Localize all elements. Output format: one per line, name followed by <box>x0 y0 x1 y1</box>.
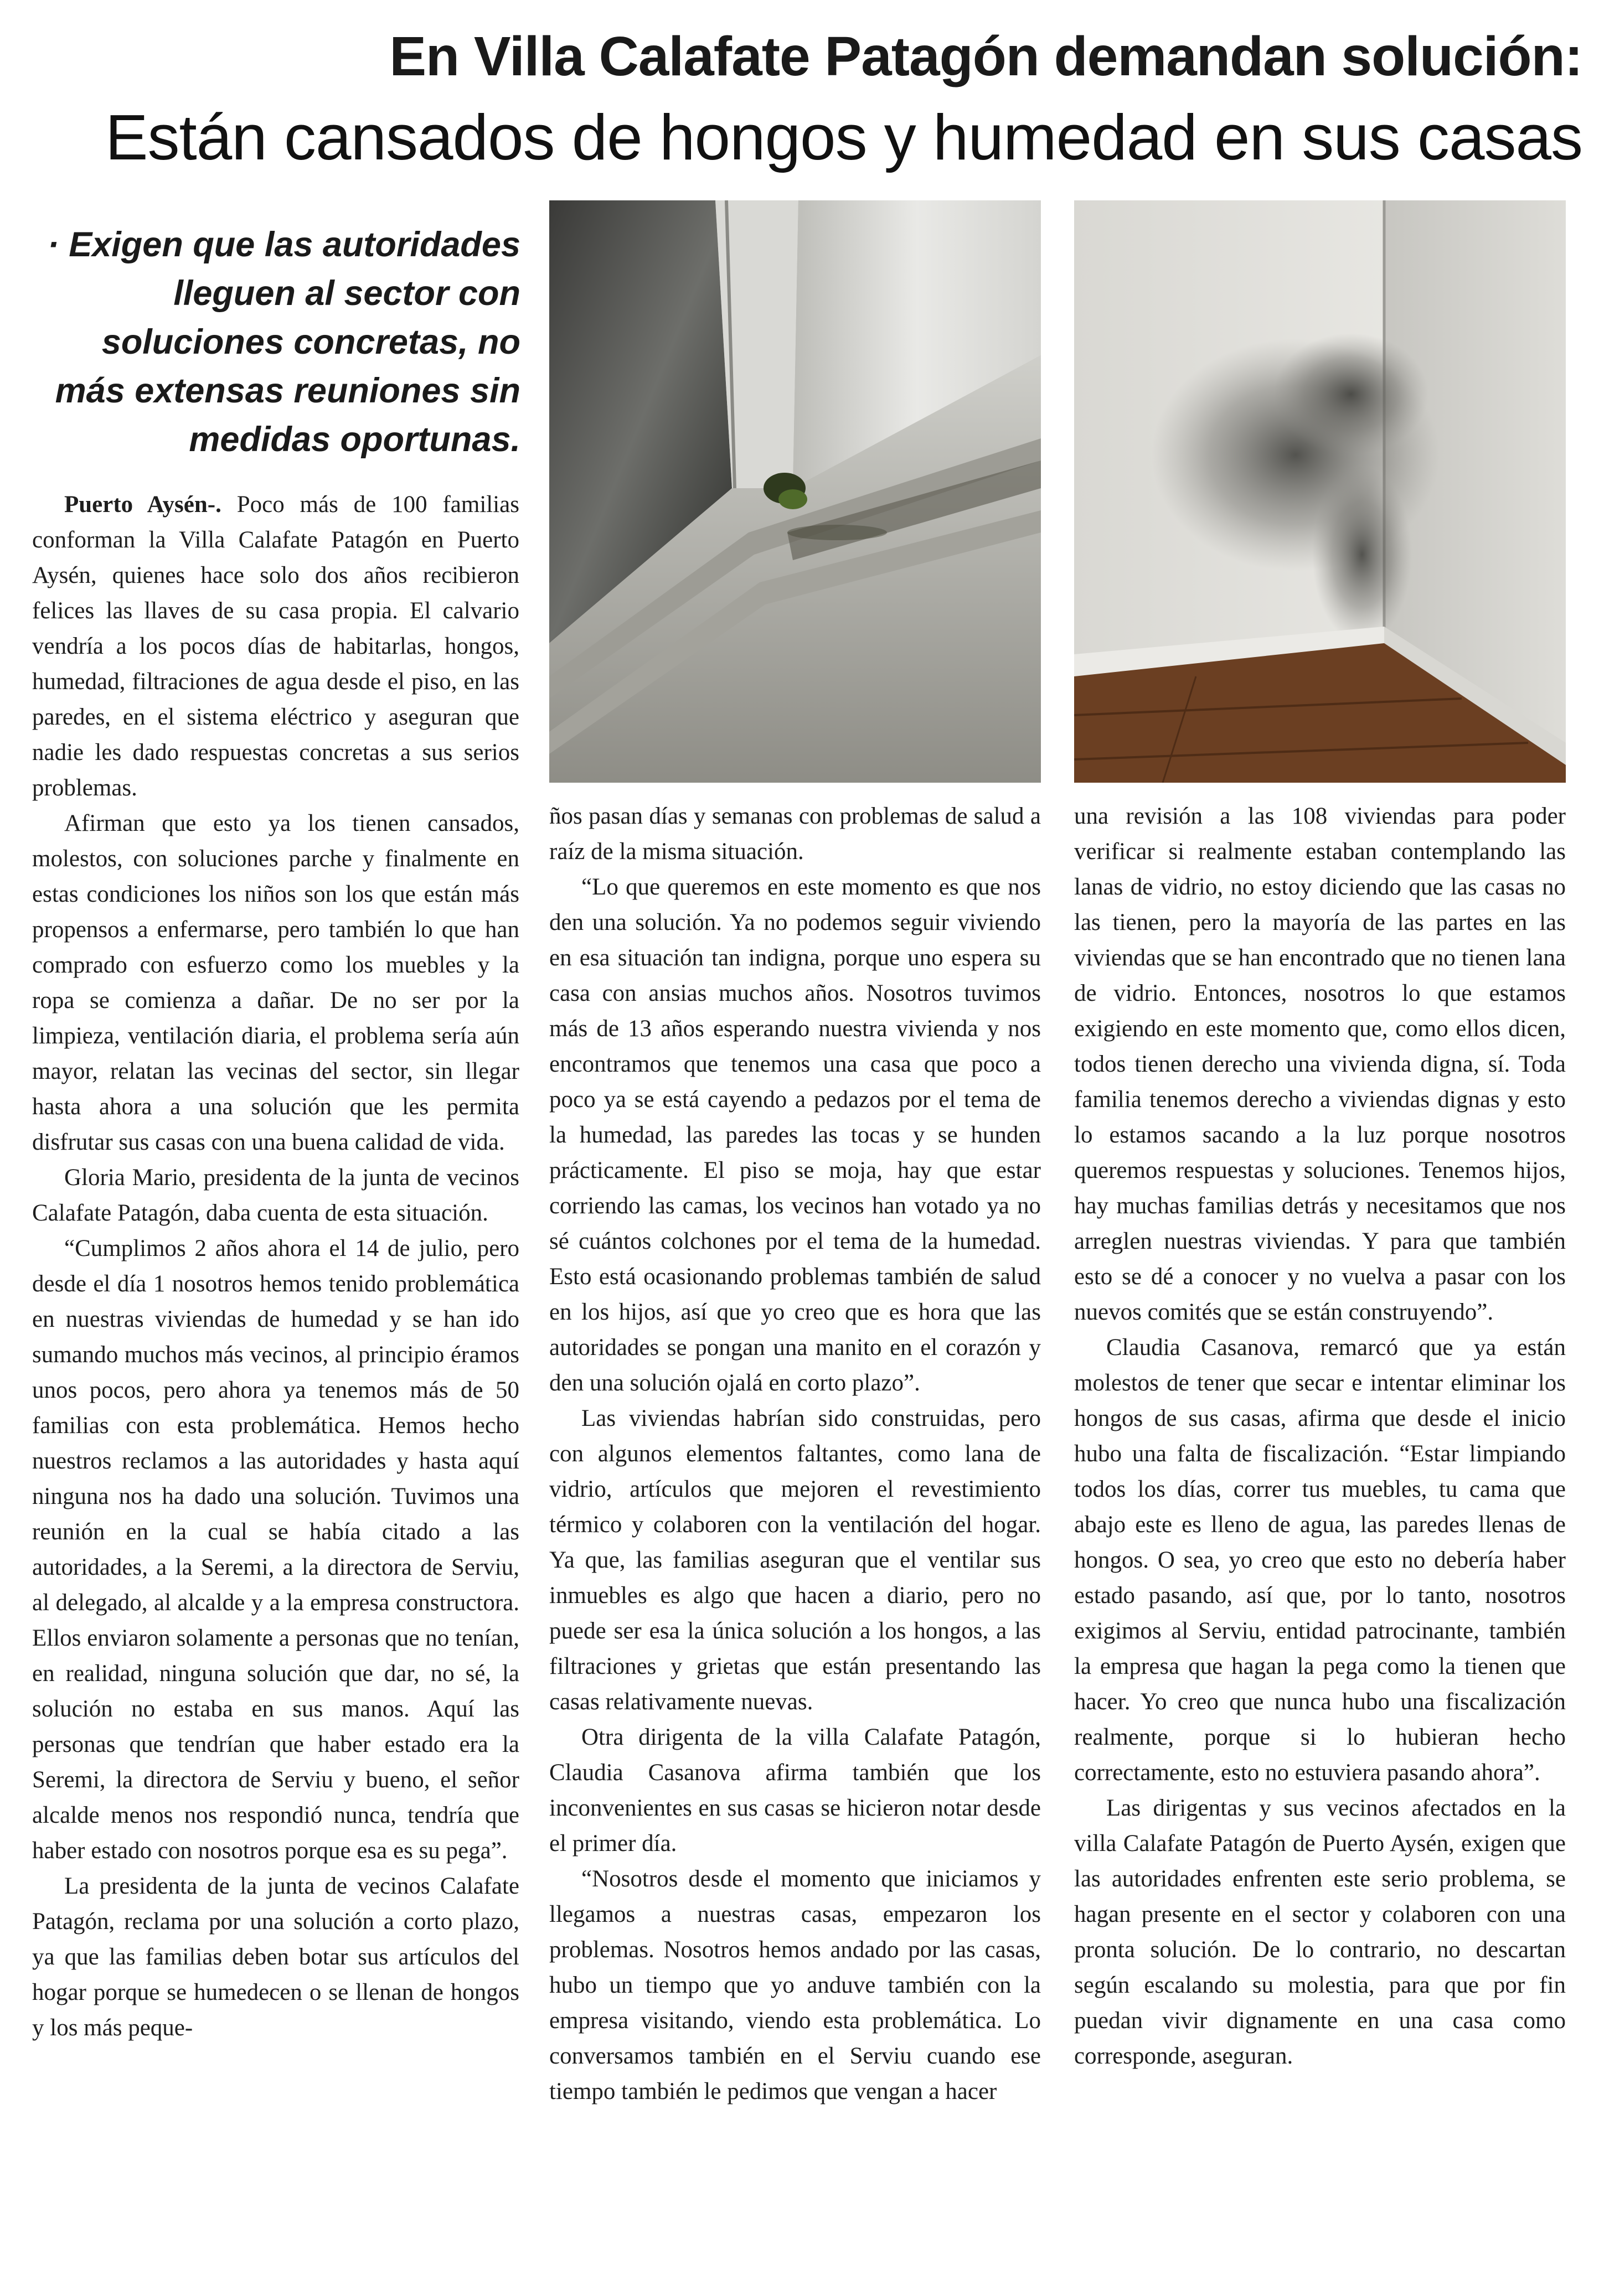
paragraph-quote: “Cumplimos 2 años ahora el 14 de julio, pero desde el día 1 nosotros hemos tenido problemática en nuestras viviendas de humedad y se han ido sumando muchos más vecinos, al principio éramos unos pocos, pero ahora ya tenemos más de 50 familias con esta problemática. Hemos hecho nuestros reclamos a las autoridades y hasta aquí ninguna nos ha dado una solución. Tuvimos una reunión en la cual se había citado a las autoridades, a la Seremi, a la directora de Serviu, al delegado, al alcalde y a la empresa constructora. Ellos enviaron solamente a personas que no tenían, en realidad, ninguna solución que dar, no sé, la solución no estaba en sus manos. Aquí las personas que tendrían que haber estado era la Seremi, la directora de Serviu y bueno, el señor alcalde menos nos respondió nunca, tendría que haber estado con nosotros porque esa es su pega”. <box>32 1235 519 1864</box>
paragraph: Las viviendas habrían sido construidas, pero con algunos elementos faltantes, como lana de vidrio, artículos que mejoren el revestimiento térmico y colaboren con la ventilación del hogar. Ya que, las familias aseguran que el ventilar sus inmuebles es algo que hacen a diario, pero no puede ser esa la única solución a los hongos, a las filtraciones y grietas que están presentando las casas relativamente nuevas. <box>549 1405 1041 1715</box>
article-column-2 <box>549 799 1041 2271</box>
wall-corner-image <box>1074 200 1566 783</box>
paragraph: La presidenta de la junta de vecinos Calafate Patagón, reclama por una solución a corto plazo, ya que las familias deben botar sus artículos del hogar porque se humedecen o se llenan de hongos y los más peque- <box>32 1873 519 2041</box>
article-kicker: En Villa Calafate Patagón demandan solución: <box>389 25 1582 87</box>
article-column-3 <box>1074 799 1566 2271</box>
paragraph: Claudia Casanova, remarcó que ya están molestos de tener que secar e intentar eliminar los hongos de sus casas, afirma que desde el inicio hubo una falta de fiscalización. “Estar limpiando todos los días, correr tus muebles, tu cama que abajo este es lleno de agua, las paredes llenas de hongos. O sea, yo creo que esto no debería haber estado pasando, así que, por lo tanto, nosotros exigimos al Serviu, entidad patrocinante, también la empresa que hagan la pega como la tienen que hacer. Yo creo que nunca hubo una fiscalización realmente, porque si lo hubieran hecho correctamente, esto no estuviera pasando ahora”. <box>1074 1335 1566 1786</box>
paragraph-quote: “Nosotros desde el momento que iniciamos y llegamos a nuestras casas, empezaron los problemas. Nosotros hemos andado por las casas, hubo un tiempo que yo anduve también con la empresa visitando, viendo esta problemática. Lo conversamos también en el Serviu cuando ese tiempo también le pedimos que vengan a hacer <box>549 1866 1041 2104</box>
photo-wall-mold <box>1074 200 1566 783</box>
window-frame-image <box>549 200 1041 783</box>
paragraph: Otra dirigenta de la villa Calafate Patagón, Claudia Casanova afirma también que los inconvenientes en sus casas se hicieron notar desde el primer día. <box>549 1724 1041 1857</box>
dateline: Puerto Aysén-. <box>64 492 221 518</box>
photo-window-mold <box>549 200 1041 783</box>
paragraph-continued: una revisión a las 108 viviendas para poder verificar si realmente estaban contemplando las lanas de vidrio, no estoy diciendo que las casas no las tienen, pero la mayoría de las partes en las viviendas que se han encontrado que no tienen lana de vidrio. Entonces, nosotros lo que estamos exigiendo en este momento que, como ellos dicen, todos tienen derecho una vivienda digna, sí. Toda familia tenemos derecho a viviendas dignas y esto lo estamos sacando a la luz porque nosotros queremos respuestas y soluciones. Tenemos hijos, hay muchas familias detrás y necesitamos que nos arreglen nuestras viviendas. Y para que también esto se dé a conocer y no vuelva a pasar con los nuevos comités que se están construyendo”. <box>1074 803 1566 1325</box>
article-headline: Están cansados de hongos y humedad en sus casas <box>105 101 1582 173</box>
article-column-1 <box>32 487 519 2269</box>
paragraph-quote: “Lo que queremos en este momento es que nos den una solución. Ya no podemos seguir viviendo en esa situación tan indigna, porque uno espera su casa con ansias muchos años. Nosotros tuvimos más de 13 años esperando nuestra vivienda y nos encontramos que tenemos una casa que poco a poco ya se está cayendo a pedazos por el tema de la humedad, las paredes las tocas y se hunden prácticamente. El piso se moja, hay que estar corriendo las camas, los vecinos han votado ya no sé cuántos colchones por el tema de la humedad. Esto está ocasionando problemas también de salud en los hijos, así que yo creo que es hora que las autoridades se pongan una manito en el corazón y den una solución ojalá en corto plazo”. <box>549 874 1041 1396</box>
paragraph-lead <box>32 487 519 806</box>
article-subhead: · Exigen que las autoridades lleguen al sector con soluciones concretas, no más extensas reuniones sin medidas oportunas. <box>47 225 520 459</box>
paragraph: Gloria Mario, presidenta de la junta de vecinos Calafate Patagón, daba cuenta de esta situación. <box>32 1165 519 1226</box>
paragraph: Afirman que esto ya los tienen cansados, molestos, con soluciones parche y finalmente en estas condiciones los niños son los que están más propensos a enfermarse, pero también lo que han comprado con esfuerzo como los muebles y la ropa se comienza a dañar. De no ser por la limpieza, ventilación diaria, el problema sería aún mayor, relatan las vecinas del sector, sin llegar hasta ahora a una solución que les permita disfrutar sus casas con una buena calidad de vida. <box>32 810 519 1155</box>
lead-text: Poco más de 100 familias conforman la Villa Calafate Patagón en Puerto Aysén, quienes hace solo dos años recibieron felices las llaves de su casa propia. El calvario vendría a los pocos días de habitarlas, hongos, humedad, filtraciones de agua desde el piso, en las paredes, en el sistema eléctrico y aseguran que nadie les dado respuestas concretas a sus serios problemas. <box>32 492 519 801</box>
paragraph: Las dirigentas y sus vecinos afectados en la villa Calafate Patagón de Puerto Aysén, exigen que las autoridades enfrenten este serio problema, se hagan presente en el sector y colaboren con una pronta solución. De lo contrario, no descartan según escalando su molestia, para que por fin puedan vivir dignamente en una casa como corresponde, aseguran. <box>1074 1795 1566 2069</box>
paragraph-continued: ños pasan días y semanas con problemas de salud a raíz de la misma situación. <box>549 803 1041 865</box>
